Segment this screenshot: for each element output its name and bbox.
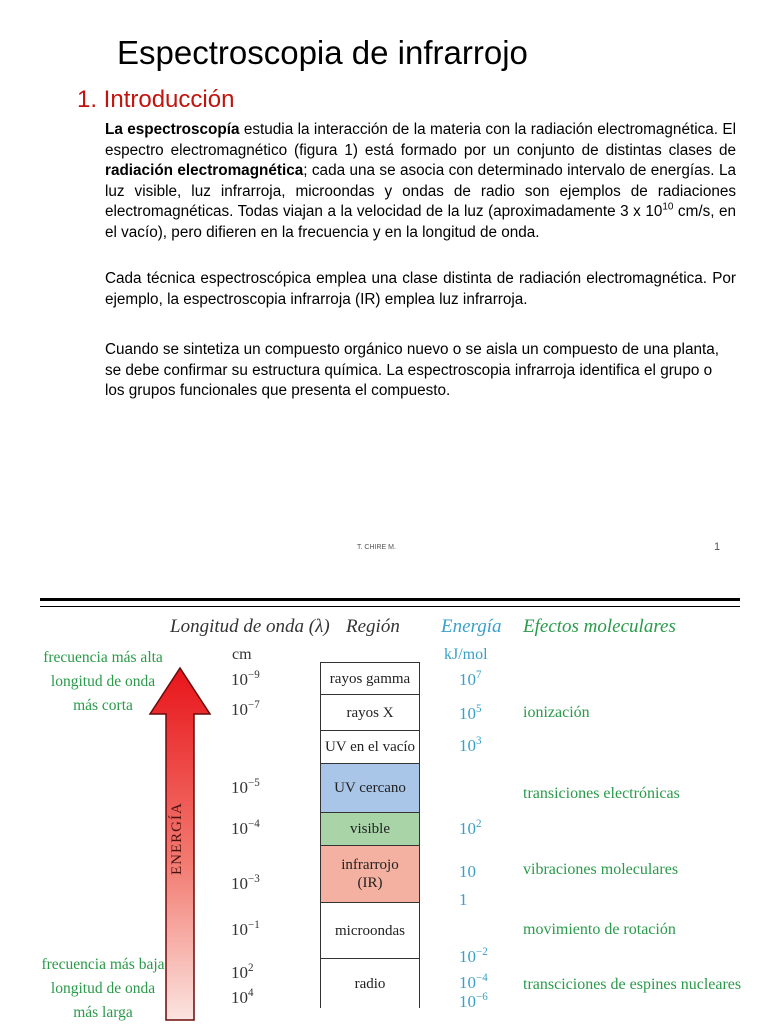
bold-term: La espectroscopía [105, 121, 240, 138]
energy-value: $10^2$ [459, 817, 482, 838]
energy-value: $10^7$ [459, 668, 482, 689]
wavelength-value: $10^{-7}$ [231, 698, 260, 719]
energy-value: $10^{-6}$ [459, 990, 488, 1011]
page-number: 1 [714, 541, 721, 553]
slide-title: Espectroscopia de infrarrojo [117, 34, 528, 71]
spectrum-figure [0, 590, 768, 1024]
region-cell: rayos X [320, 694, 420, 730]
energy-value: $10^{-4}$ [459, 971, 488, 992]
arrow-label: ENERGÍA [169, 802, 185, 875]
energy-value: 1 [459, 890, 468, 909]
header-region: Región [346, 616, 400, 637]
wavelength-value: $10^{-5}$ [231, 776, 260, 797]
bold-term: radiación electromagnética [105, 162, 304, 179]
header-effects: Efectos moleculares [523, 616, 676, 637]
wavelength-value: $10^{-1}$ [231, 918, 260, 939]
side-bottom-line: más larga [73, 1004, 133, 1021]
wavelength-value: $10^{-3}$ [231, 872, 260, 893]
molecular-effect: transciciones de espines nucleares [523, 976, 742, 993]
region-cell: infrarrojo (IR) [320, 845, 420, 902]
region-border [320, 662, 321, 1008]
paragraph-intro [105, 120, 736, 243]
wavelength-value: $10^{-4}$ [231, 817, 260, 838]
side-top-line: frecuencia más alta [43, 649, 163, 666]
wavelength-value: $10^{-9}$ [231, 668, 260, 689]
energy-value: $10^5$ [459, 702, 482, 723]
top-rule-thick [40, 598, 740, 601]
section-heading: 1. Introducción [77, 86, 235, 113]
molecular-effect: vibraciones moleculares [523, 861, 679, 878]
energy-value: $10^{-2}$ [459, 945, 488, 966]
side-bottom-line: frecuencia más baja [41, 956, 165, 973]
energy-value: $10^3$ [459, 734, 482, 755]
top-rule-thin [40, 606, 740, 607]
molecular-effect: transiciones electrónicas [523, 785, 680, 802]
wavelength-value: $10^4$ [231, 986, 254, 1007]
region-cell: visible [320, 812, 420, 845]
paragraph-techniques: Cada técnica espectroscópica emplea una clase distinta de radiación electromagnética. Por ejemplo, la espectroscopia infrarroja (IR) emplea luz infrarroja. [105, 270, 736, 308]
region-cell: rayos gamma [320, 662, 420, 694]
footer-author: T. CHIRE M. [357, 544, 396, 551]
unit-cm: cm [232, 646, 252, 663]
region-cell: UV en el vacío [320, 730, 420, 763]
wavelength-value: $10^2$ [231, 961, 254, 982]
energy-value: 10 [459, 862, 476, 881]
unit-kjmol: kJ/mol [444, 646, 488, 663]
molecular-effect: movimiento de rotación [523, 921, 676, 938]
region-border [419, 662, 420, 1008]
paragraph-text: estudia la interacción de la materia con la radiación electromagnética. El espectro electromagnético (figura 1) está formado por un conjunto de distintas clases de [105, 121, 737, 159]
side-top-line: más corta [73, 697, 133, 714]
header-wavelength: Longitud de onda (λ) [170, 616, 330, 637]
region-cell: microondas [320, 902, 420, 958]
region-cell: radio [320, 958, 420, 1008]
side-bottom-line: longitud de onda [50, 980, 156, 997]
paragraph-synthesis: Cuando se sintetiza un compuesto orgánico nuevo o se aisla un compuesto de una planta, se debe confirmar su estructura química. La espectroscopia infrarroja identifica el grupo o los grupos funcionales que presenta el compuesto. [105, 341, 719, 399]
region-cell: UV cercano [320, 763, 420, 812]
side-top-line: longitud de onda [50, 673, 156, 690]
paragraph-text: cm/s, en el vacío), pero difieren en la frecuencia y en la longitud de onda. [105, 203, 736, 241]
paragraph-text: ; cada una se asocia con determinado intervalo de energías. La luz visible, luz infrarroja, microondas y ondas de radio son ejemplos de radiaciones electromagnéticas. Todas viajan a la velocidad de la luz (aproximadamente 3 x 10 [105, 162, 736, 220]
superscript: 10 [662, 201, 674, 213]
header-energy: Energía [441, 616, 502, 637]
molecular-effect: ionización [523, 704, 590, 721]
